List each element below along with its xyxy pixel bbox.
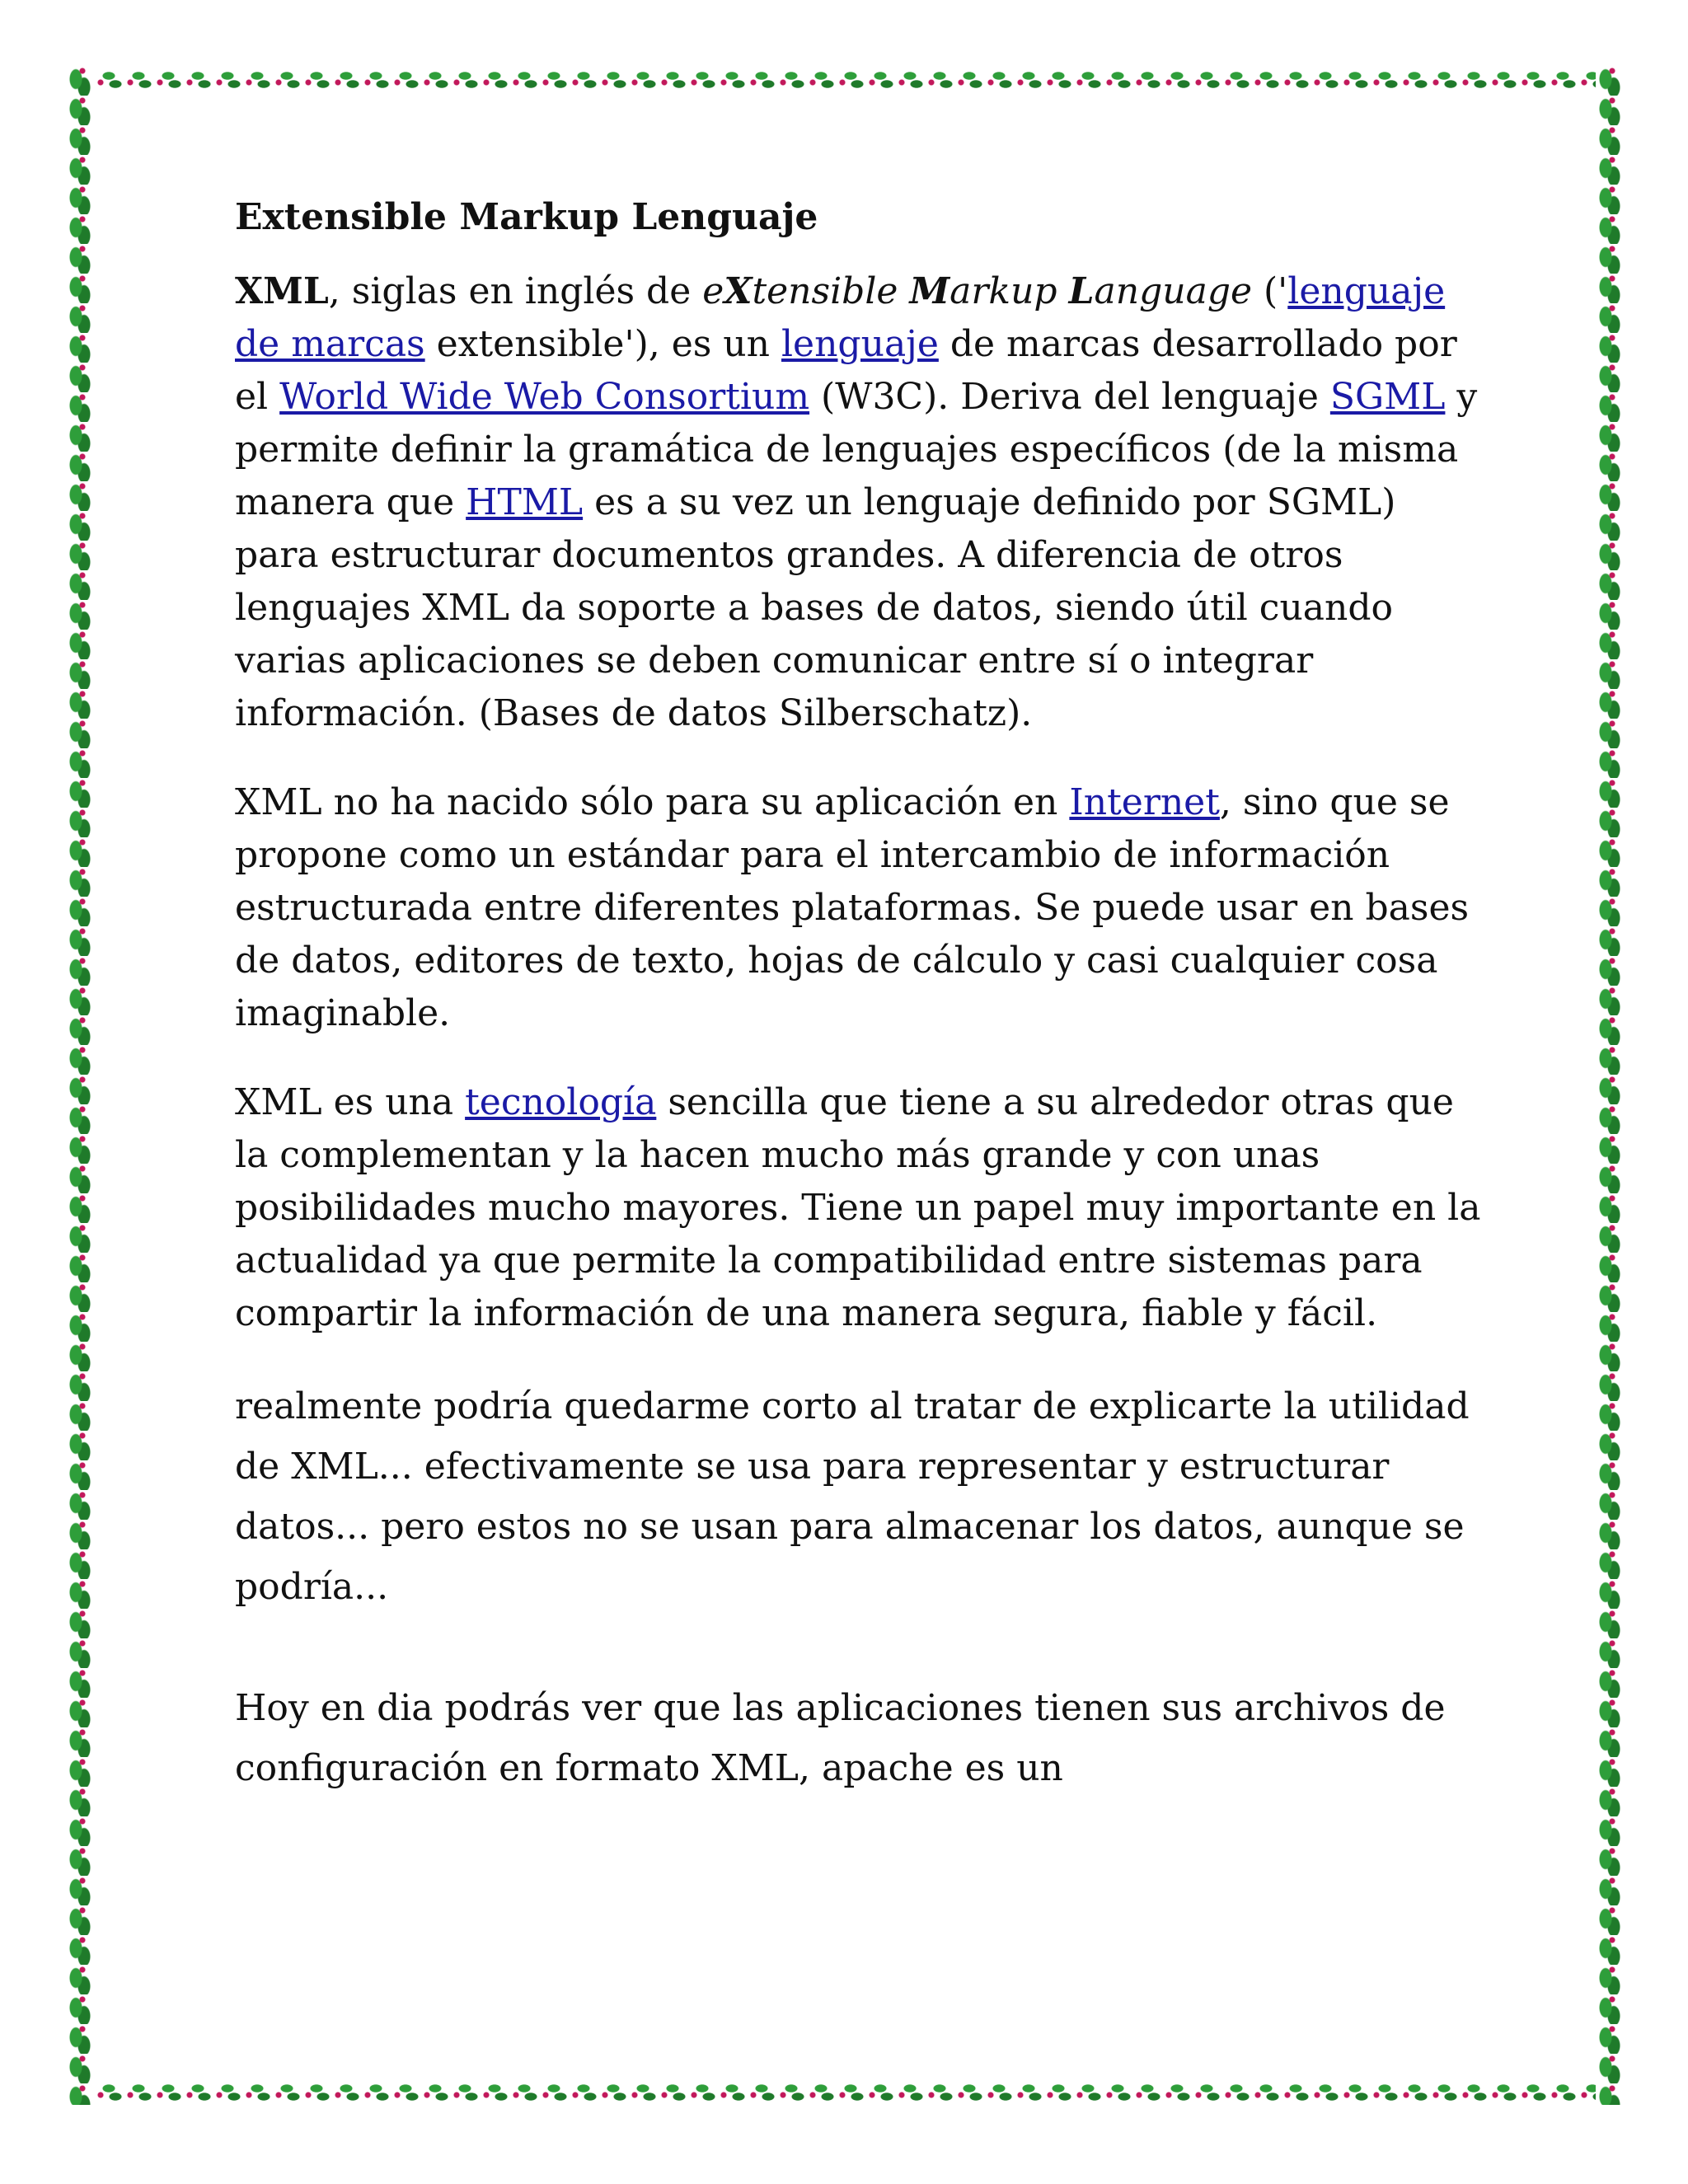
spacer: [235, 1650, 1488, 1678]
link-html[interactable]: HTML: [466, 481, 584, 524]
page-title: Extensible Markup Lenguaje: [235, 196, 818, 238]
text: extensible'), es un: [424, 323, 781, 366]
text: sencilla que tiene a su alrededor otras que la complementan y la hacen mucho más grande y con unas posibilidades mucho mayores. Tiene un papel muy importante en la actualidad ya que permite la compatibilidad entre sistemas para compartir la información de una manera segura, fiable y fácil.: [235, 1081, 1481, 1335]
expansion-anguage: anguage: [1094, 270, 1253, 313]
expansion-arkup: arkup: [950, 270, 1069, 313]
expansion-x: X: [724, 270, 753, 313]
text: XML es una: [235, 1081, 466, 1124]
expansion-l: L: [1068, 270, 1095, 313]
text: (': [1252, 270, 1288, 313]
link-w3c[interactable]: World Wide Web Consortium: [279, 376, 810, 419]
paragraph-xml-definition: [235, 265, 1488, 740]
paragraph-utilidad: realmente podría quedarme corto al tratar de explicarte la utilidad de XML... efectivamente se usa para representar y estructurar datos... pero estos no se usan para almacenar los datos, aunque se podría...: [235, 1385, 1470, 1609]
text: , siglas en inglés de: [328, 270, 703, 313]
expansion-e: e: [702, 270, 724, 313]
holly-border-bottom: [66, 2079, 1622, 2105]
expansion-tensible: tensible: [752, 270, 910, 313]
link-tecnologia[interactable]: tecnología: [465, 1081, 657, 1124]
text: es a su vez un lenguaje definido por SGML) para estructurar documentos grandes. A diferencia de otros lenguajes XML da soporte a bases de datos, siendo útil cuando varias aplicaciones se deben comunicar entre sí o integrar información. (Bases de datos Silberschatz).: [235, 481, 1396, 735]
holly-border-top: [66, 66, 1622, 92]
xml-term: XML: [235, 270, 329, 313]
text: de marcas desarrollado por el: [235, 323, 1457, 419]
link-lenguaje-de-marcas[interactable]: lenguaje de marcas: [235, 270, 1446, 366]
paragraph-configuracion: Hoy en dia podrás ver que las aplicaciones tienen sus archivos de configuración en formato XML, apache es un: [235, 1687, 1446, 1790]
expansion-m: M: [909, 270, 950, 313]
link-sgml[interactable]: SGML: [1329, 376, 1446, 419]
link-lenguaje[interactable]: lenguaje: [781, 323, 939, 366]
paragraph-xml-internet: [235, 776, 1488, 1040]
document-body: [235, 194, 1488, 1831]
holly-border-right: [1596, 66, 1622, 2105]
link-internet[interactable]: Internet: [1069, 781, 1220, 824]
paragraph-xml-tecnologia: [235, 1076, 1488, 1340]
text: , sino que se propone como un estándar para el intercambio de información estructurada entre diferentes plataformas. Se puede usar en bases de datos, editores de texto, hojas de cálculo y casi cualquier cosa imaginable.: [235, 781, 1470, 1035]
holly-border-left: [66, 66, 92, 2105]
text: (W3C). Deriva del lenguaje: [809, 376, 1330, 419]
text: y permite definir la gramática de lenguajes específicos (de la misma manera que: [235, 376, 1478, 524]
text: XML no ha nacido sólo para su aplicación en: [235, 781, 1070, 824]
